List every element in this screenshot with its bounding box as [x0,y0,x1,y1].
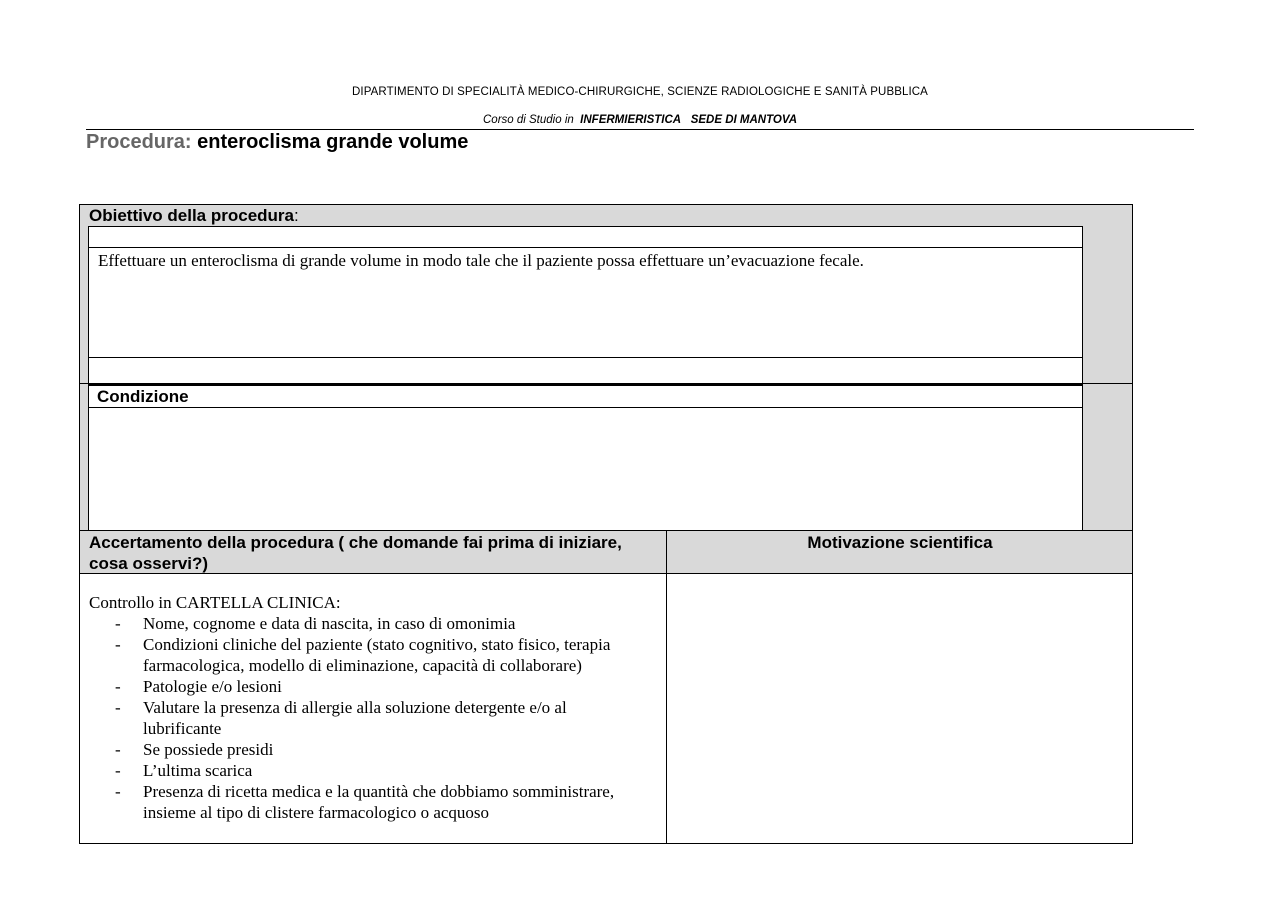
condition-box [88,384,1083,531]
course-name: INFERMIERISTICA [580,114,682,126]
list-item-text: Patologie e/o lesioni [143,677,282,696]
bullet-dash: - [115,677,121,696]
list-item [89,634,649,676]
condition-divider [89,407,1082,408]
bullet-dash: - [115,761,121,780]
assessment-list [89,613,649,823]
condition-section [79,383,1133,531]
assessment-header-row [79,530,1133,574]
objective-section [79,204,1133,384]
objective-heading-colon: : [294,206,299,225]
course-line [0,114,1280,126]
assessment-body-row [79,573,1133,844]
list-item-text: Nome, cognome e data di nascita, in caso di omonimia [143,614,516,633]
list-item [89,739,649,760]
objective-spacer-bottom [88,357,1083,384]
objective-heading-text: Obiettivo della procedura [89,206,294,225]
objective-text-box [88,247,1083,358]
bullet-dash: - [115,614,121,633]
list-item [89,676,649,697]
condition-heading: Condizione [97,387,189,406]
course-site: SEDE DI MANTOVA [690,114,797,126]
objective-heading [89,206,299,226]
assessment-heading: Accertamento della procedura ( che domande fai prima di iniziare, cosa osservi?) [89,533,622,573]
bullet-dash: - [115,698,121,717]
header-divider [86,129,1194,130]
list-item [89,613,649,634]
title-value: enteroclisma grande volume [197,131,469,153]
assessment-content [89,592,649,823]
list-item-text: Se possiede presidi [143,740,274,759]
bullet-dash: - [115,782,121,801]
list-item [89,697,649,739]
list-item [89,760,649,781]
list-item-text: L’ultima scarica [143,761,253,780]
list-item-text: Condizioni cliniche del paziente (stato cognitivo, stato fisico, terapia farmacologica, modello di eliminazione, capacità di collaborare) [143,635,611,675]
bullet-dash: - [115,635,121,654]
column-divider [666,530,667,844]
list-item-text: Valutare la presenza di allergie alla soluzione detergente e/o al lubrificante [143,698,567,738]
course-prefix: Corso di Studio in [483,114,574,126]
objective-text: Effettuare un enteroclisma di grande volume in modo tale che il paziente possa effettuare un’evacuazione fecale. [98,251,864,270]
list-item [89,781,649,823]
list-item-text: Presenza di ricetta medica e la quantità che dobbiamo somministrare, insieme al tipo di clistere farmacologico o acquoso [143,782,615,822]
objective-spacer-top [88,226,1083,248]
page-title [86,131,468,154]
department-header: DIPARTIMENTO DI SPECIALITÀ MEDICO-CHIRURGICHE, SCIENZE RADIOLOGICHE E SANITÀ PUBBLICA [352,86,928,98]
motivation-heading: Motivazione scientifica [807,533,993,552]
title-label: Procedura: [86,131,192,153]
assessment-intro: Controllo in CARTELLA CLINICA: [89,593,341,612]
bullet-dash: - [115,740,121,759]
